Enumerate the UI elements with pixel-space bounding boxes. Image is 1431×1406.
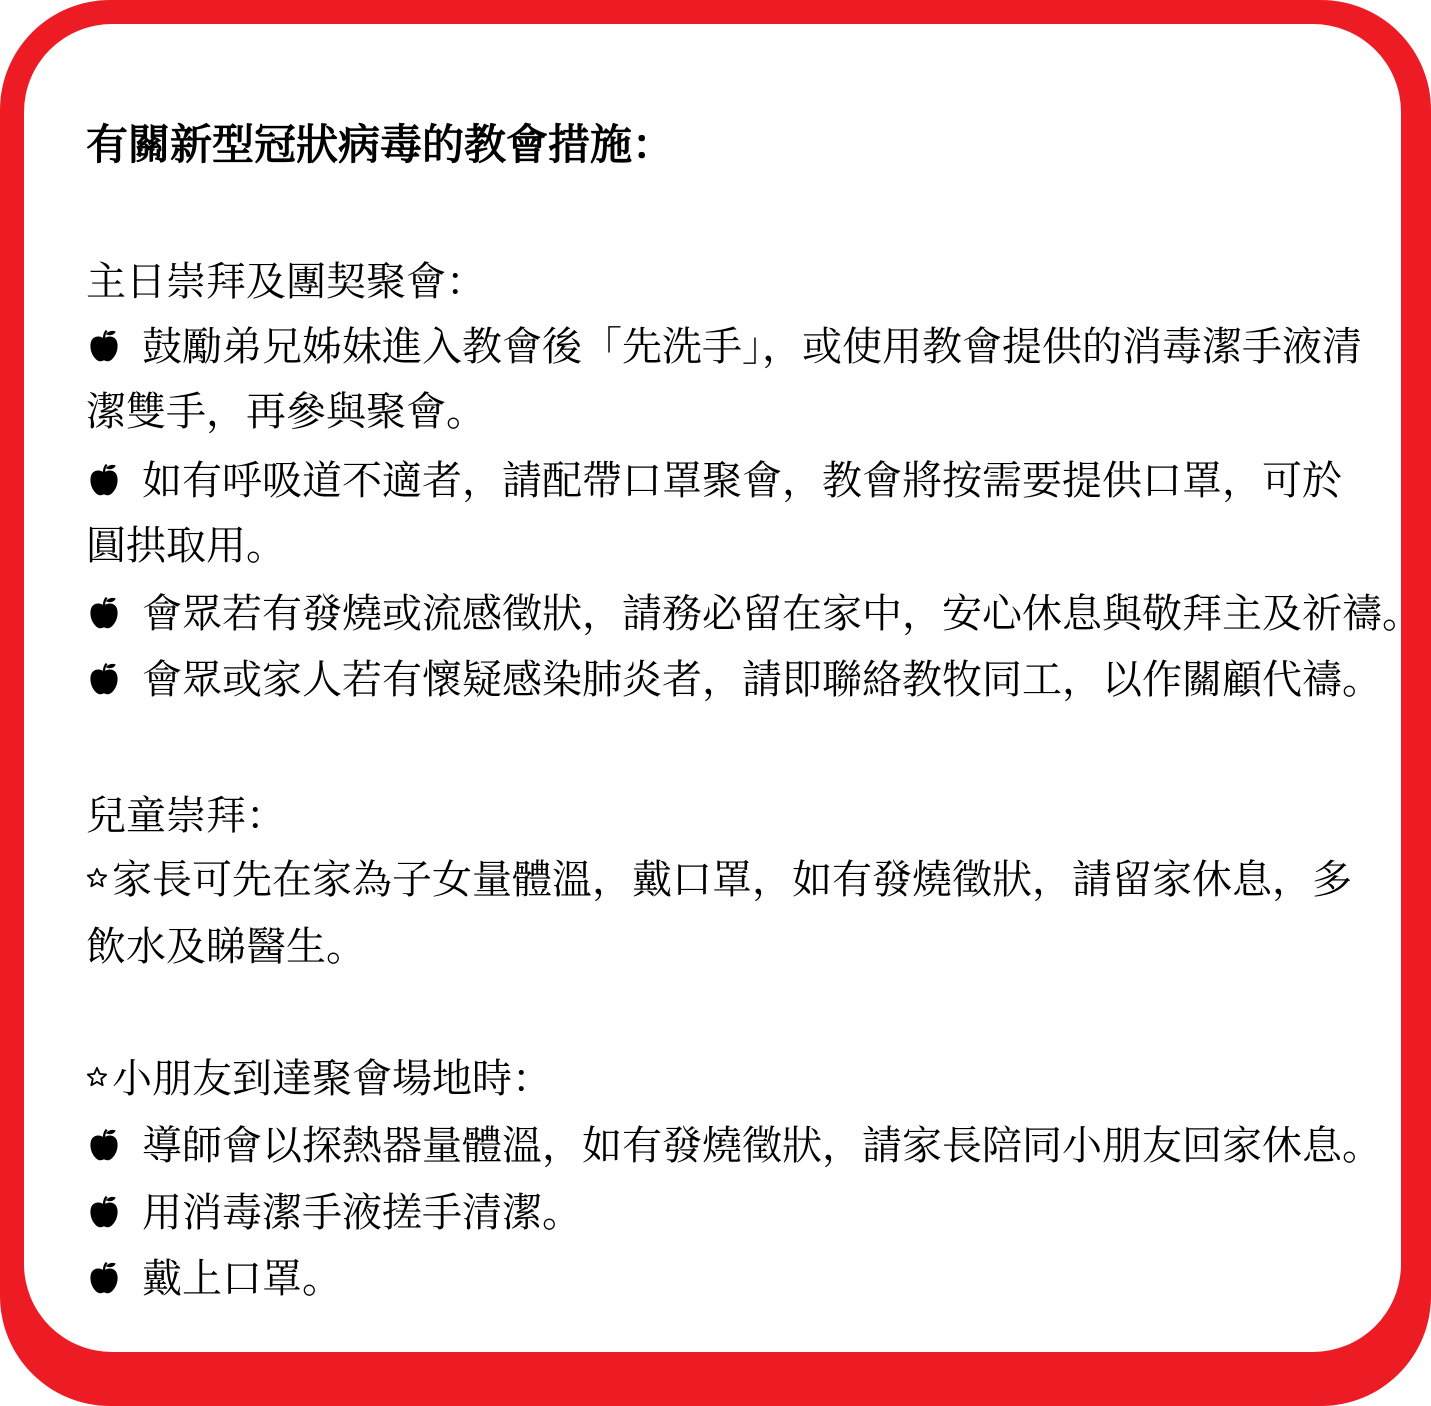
sunday-bullet-3 — [86, 591, 1422, 637]
bullet-text: 導師會以探熱器量體溫，如有發燒徵狀，請家長陪同小朋友回家休息。 — [142, 1123, 1382, 1169]
bullet-text: 鼓勵弟兄姊妹進入教會後「先洗手」，或使用教會提供的消毒潔手液清 — [142, 324, 1362, 370]
bullet-text: 會眾或家人若有懷疑感染肺炎者，請即聯絡教牧同工，以作關顧代禱。 — [142, 657, 1382, 703]
sunday-bullet-2-cont: 圓拱取用。 — [86, 523, 286, 569]
bullet-text: 用消毒潔手液搓手清潔。 — [142, 1190, 582, 1236]
bullet-text: 如有呼吸道不適者，請配帶口罩聚會，教會將按需要提供口罩，可於 — [142, 458, 1342, 504]
star-text: 小朋友到達聚會場地時： — [112, 1056, 552, 1102]
sunday-bullet-1-cont: 潔雙手，再參與聚會。 — [86, 389, 486, 435]
children-bullet-2 — [86, 1190, 582, 1236]
apple-icon — [86, 462, 122, 498]
apple-icon — [86, 1260, 122, 1296]
bullet-text: 會眾若有發燒或流感徵狀，請務必留在家中，安心休息與敬拜主及祈禱。 — [142, 591, 1422, 637]
apple-icon — [86, 1127, 122, 1163]
sunday-bullet-4 — [86, 657, 1382, 703]
bullet-text: 戴上口罩。 — [142, 1256, 342, 1302]
sunday-bullet-2 — [86, 458, 1342, 504]
apple-icon — [86, 661, 122, 697]
apple-icon — [86, 595, 122, 631]
sunday-bullet-1 — [86, 324, 1362, 370]
page-title: 有關新型冠狀病毒的教會措施： — [86, 120, 675, 169]
apple-icon — [86, 328, 122, 364]
apple-icon — [86, 1194, 122, 1230]
star-icon — [86, 1066, 108, 1088]
children-star-1-cont: 飲水及睇醫生。 — [86, 924, 366, 970]
children-star-1 — [86, 857, 1352, 903]
sunday-heading: 主日崇拜及團契聚會： — [86, 259, 486, 305]
children-bullet-3 — [86, 1256, 342, 1302]
children-heading: 兒童崇拜： — [86, 793, 286, 839]
children-star-2 — [86, 1056, 552, 1102]
star-icon — [86, 867, 108, 889]
star-text: 家長可先在家為子女量體溫，戴口罩，如有發燒徵狀，請留家休息，多 — [112, 857, 1352, 903]
children-bullet-1 — [86, 1123, 1382, 1169]
